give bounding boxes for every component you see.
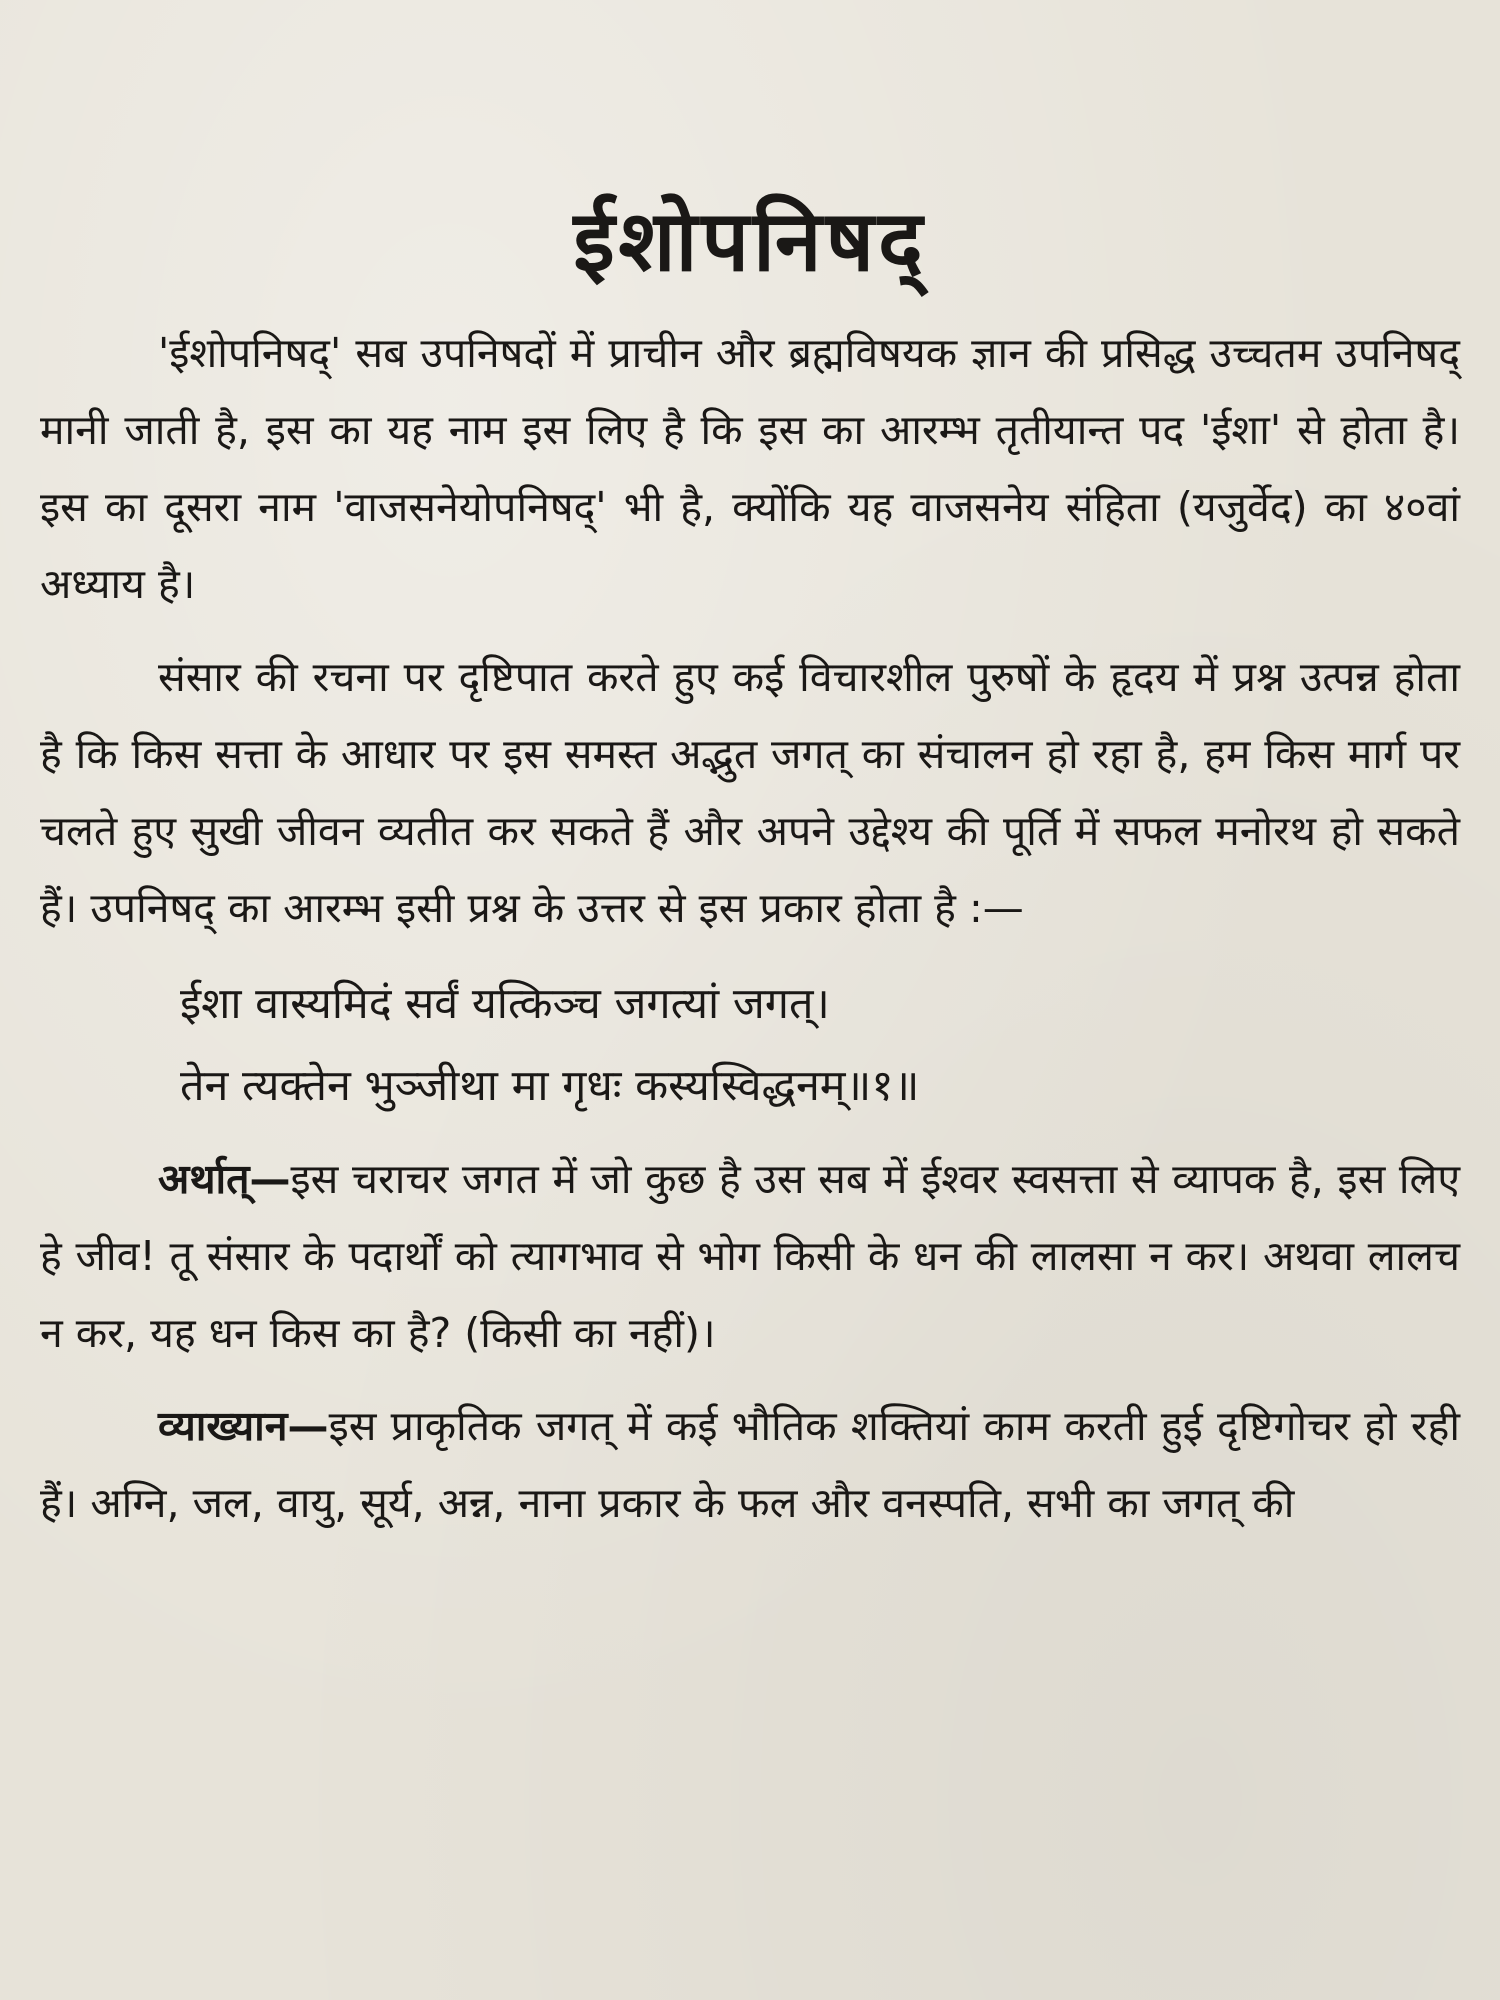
commentary-paragraph bbox=[40, 1388, 1460, 1542]
commentary-label: व्याख्यान— bbox=[158, 1402, 329, 1451]
intro-paragraph: 'ईशोपनिषद्' सब उपनिषदों में प्राचीन और ब्रह्मविषयक ज्ञान की प्रसिद्ध उच्चतम उपनिषद् मानी जाती है, इस का यह नाम इस लिए है कि इस का आरम्भ तृतीयान्त पद 'ईशा' से होता है। इस का दूसरा नाम 'वाजसनेयोपनिषद्' भी है, क्योंकि यह वाजसनेय संहिता (यजुर्वेद) का ४०वां अध्याय है। bbox=[40, 329, 1460, 609]
meaning-paragraph bbox=[40, 1141, 1460, 1372]
sanskrit-verse bbox=[40, 963, 1460, 1127]
verse-line-2: तेन त्यक्तेन भुञ्जीथा मा गृधः कस्यस्विद्धनम्॥१॥ bbox=[180, 1061, 920, 1112]
commentary-text: इस प्राकृतिक जगत् में कई भौतिक शक्तियां काम करती हुई दृष्टिगोचर हो रही हैं। अग्नि, जल, वायु, सूर्य, अन्न, नाना प्रकार के फल और वनस्पति, सभी का जगत् की bbox=[40, 1402, 1460, 1528]
verse-line-1: ईशा वास्यमिदं सर्वं यत्किञ्च जगत्यां जगत्। bbox=[180, 979, 830, 1030]
meaning-text: इस चराचर जगत में जो कुछ है उस सब में ईश्वर स्वसत्ता से व्यापक है, इस लिए हे जीव! तू संसार के पदार्थों को त्यागभाव से भोग किसी के धन की लालसा न कर। अथवा लालच न कर, यह धन किस का है? (किसी का नहीं)। bbox=[40, 1155, 1460, 1358]
page-title: ईशोपनिषद् bbox=[573, 192, 927, 290]
meaning-label: अर्थात्— bbox=[158, 1155, 291, 1204]
question-paragraph: संसार की रचना पर दृष्टिपात करते हुए कई विचारशील पुरुषों के हृदय में प्रश्न उत्पन्न होता है कि किस सत्ता के आधार पर इस समस्त अद्भुत जगत् का संचालन हो रहा है, हम किस मार्ग पर चलते हुए सुखी जीवन व्यतीत कर सकते हैं और अपने उद्देश्य की पूर्ति में सफल मनोरथ हो सकते हैं। उपनिषद् का आरम्भ इसी प्रश्न के उत्तर से इस प्रकार होता है :— bbox=[40, 653, 1460, 933]
